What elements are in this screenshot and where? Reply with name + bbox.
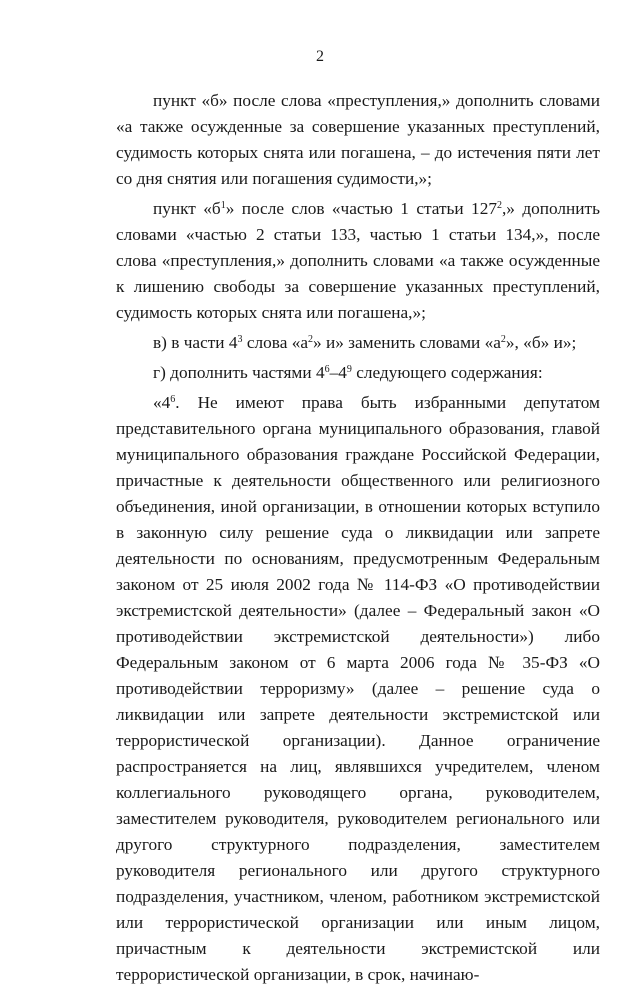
- text-run: –4: [329, 363, 347, 382]
- text-run: в) в части 4: [153, 333, 238, 352]
- document-body: [116, 88, 600, 988]
- page-number: 2: [316, 48, 324, 65]
- superscript: 1: [220, 200, 226, 211]
- superscript: 2: [308, 334, 314, 345]
- superscript: 2: [496, 200, 502, 211]
- paragraph-punkt-b: [116, 88, 600, 192]
- text-run: «4: [153, 393, 171, 412]
- text-run: пункт «б» после слова «преступления,» дополнить словами «а также осужденные за совершение указанных преступлений, судимость которых снята или погашена, – до истечения пяти лет со дня снятия или погашения судимости,»;: [116, 91, 600, 188]
- text-run: », «б» и»;: [505, 333, 577, 352]
- text-run: пункт «б: [153, 199, 221, 218]
- text-run: слова «а: [242, 333, 309, 352]
- text-run: следующего содержания:: [351, 363, 543, 382]
- text-run: г) дополнить частями 4: [153, 363, 325, 382]
- paragraph-item-v: [116, 330, 600, 356]
- paragraph-item-g: [116, 360, 600, 386]
- superscript: 2: [500, 334, 506, 345]
- superscript: 6: [324, 364, 330, 375]
- superscript: 3: [237, 334, 243, 345]
- text-run: ,» дополнить словами «частью 2 статьи 133, частью 1 статьи 134,», после слова «преступления,» дополнить словами «а также осужденные к лишению свободы за совершение указанных преступлений, судимость которых снята или погашена,»;: [116, 199, 600, 322]
- superscript: 9: [346, 364, 352, 375]
- text-run: » после слов «частью 1 статьи 127: [225, 199, 497, 218]
- paragraph-punkt-b1: [116, 196, 600, 326]
- superscript: 6: [170, 394, 176, 405]
- paragraph-part-4-6: [116, 390, 600, 988]
- text-run: » и» заменить словами «а: [313, 333, 501, 352]
- text-run: . Не имеют права быть избранными депутатом представительного органа муниципального образования, главой муниципального образования граждане Российской Федерации, причастные к деятельности общественного или религиозного объединения, иной организации, в отношении которых вступило в законную силу решение суда о ликвидации или запрете деятельности по основаниям, предусмотренным Федеральным законом от 25 июля 2002 года № 114-ФЗ «О противодействии экстремистской деятельности» (далее – Федеральный закон «О противодействии экстремистской деятельности») либо Федеральным законом от 6 марта 2006 года № 35-ФЗ «О противодействии терроризму» (далее – решение суда о ликвидации или запрете деятельности экстремистской или террористической организации). Данное ограничение распространяется на лиц, являвшихся учредителем, членом коллегиального руководящего органа, руководителем, заместителем руководителя, руководителем регионального или другого структурного подразделения, заместителем руководителя регионального или другого структурного подразделения, участником, членом, работником экстремистской или террористической организации или иным лицом, причастным к деятельности экстремистской или террористической организации, в срок, начинаю-: [116, 393, 600, 984]
